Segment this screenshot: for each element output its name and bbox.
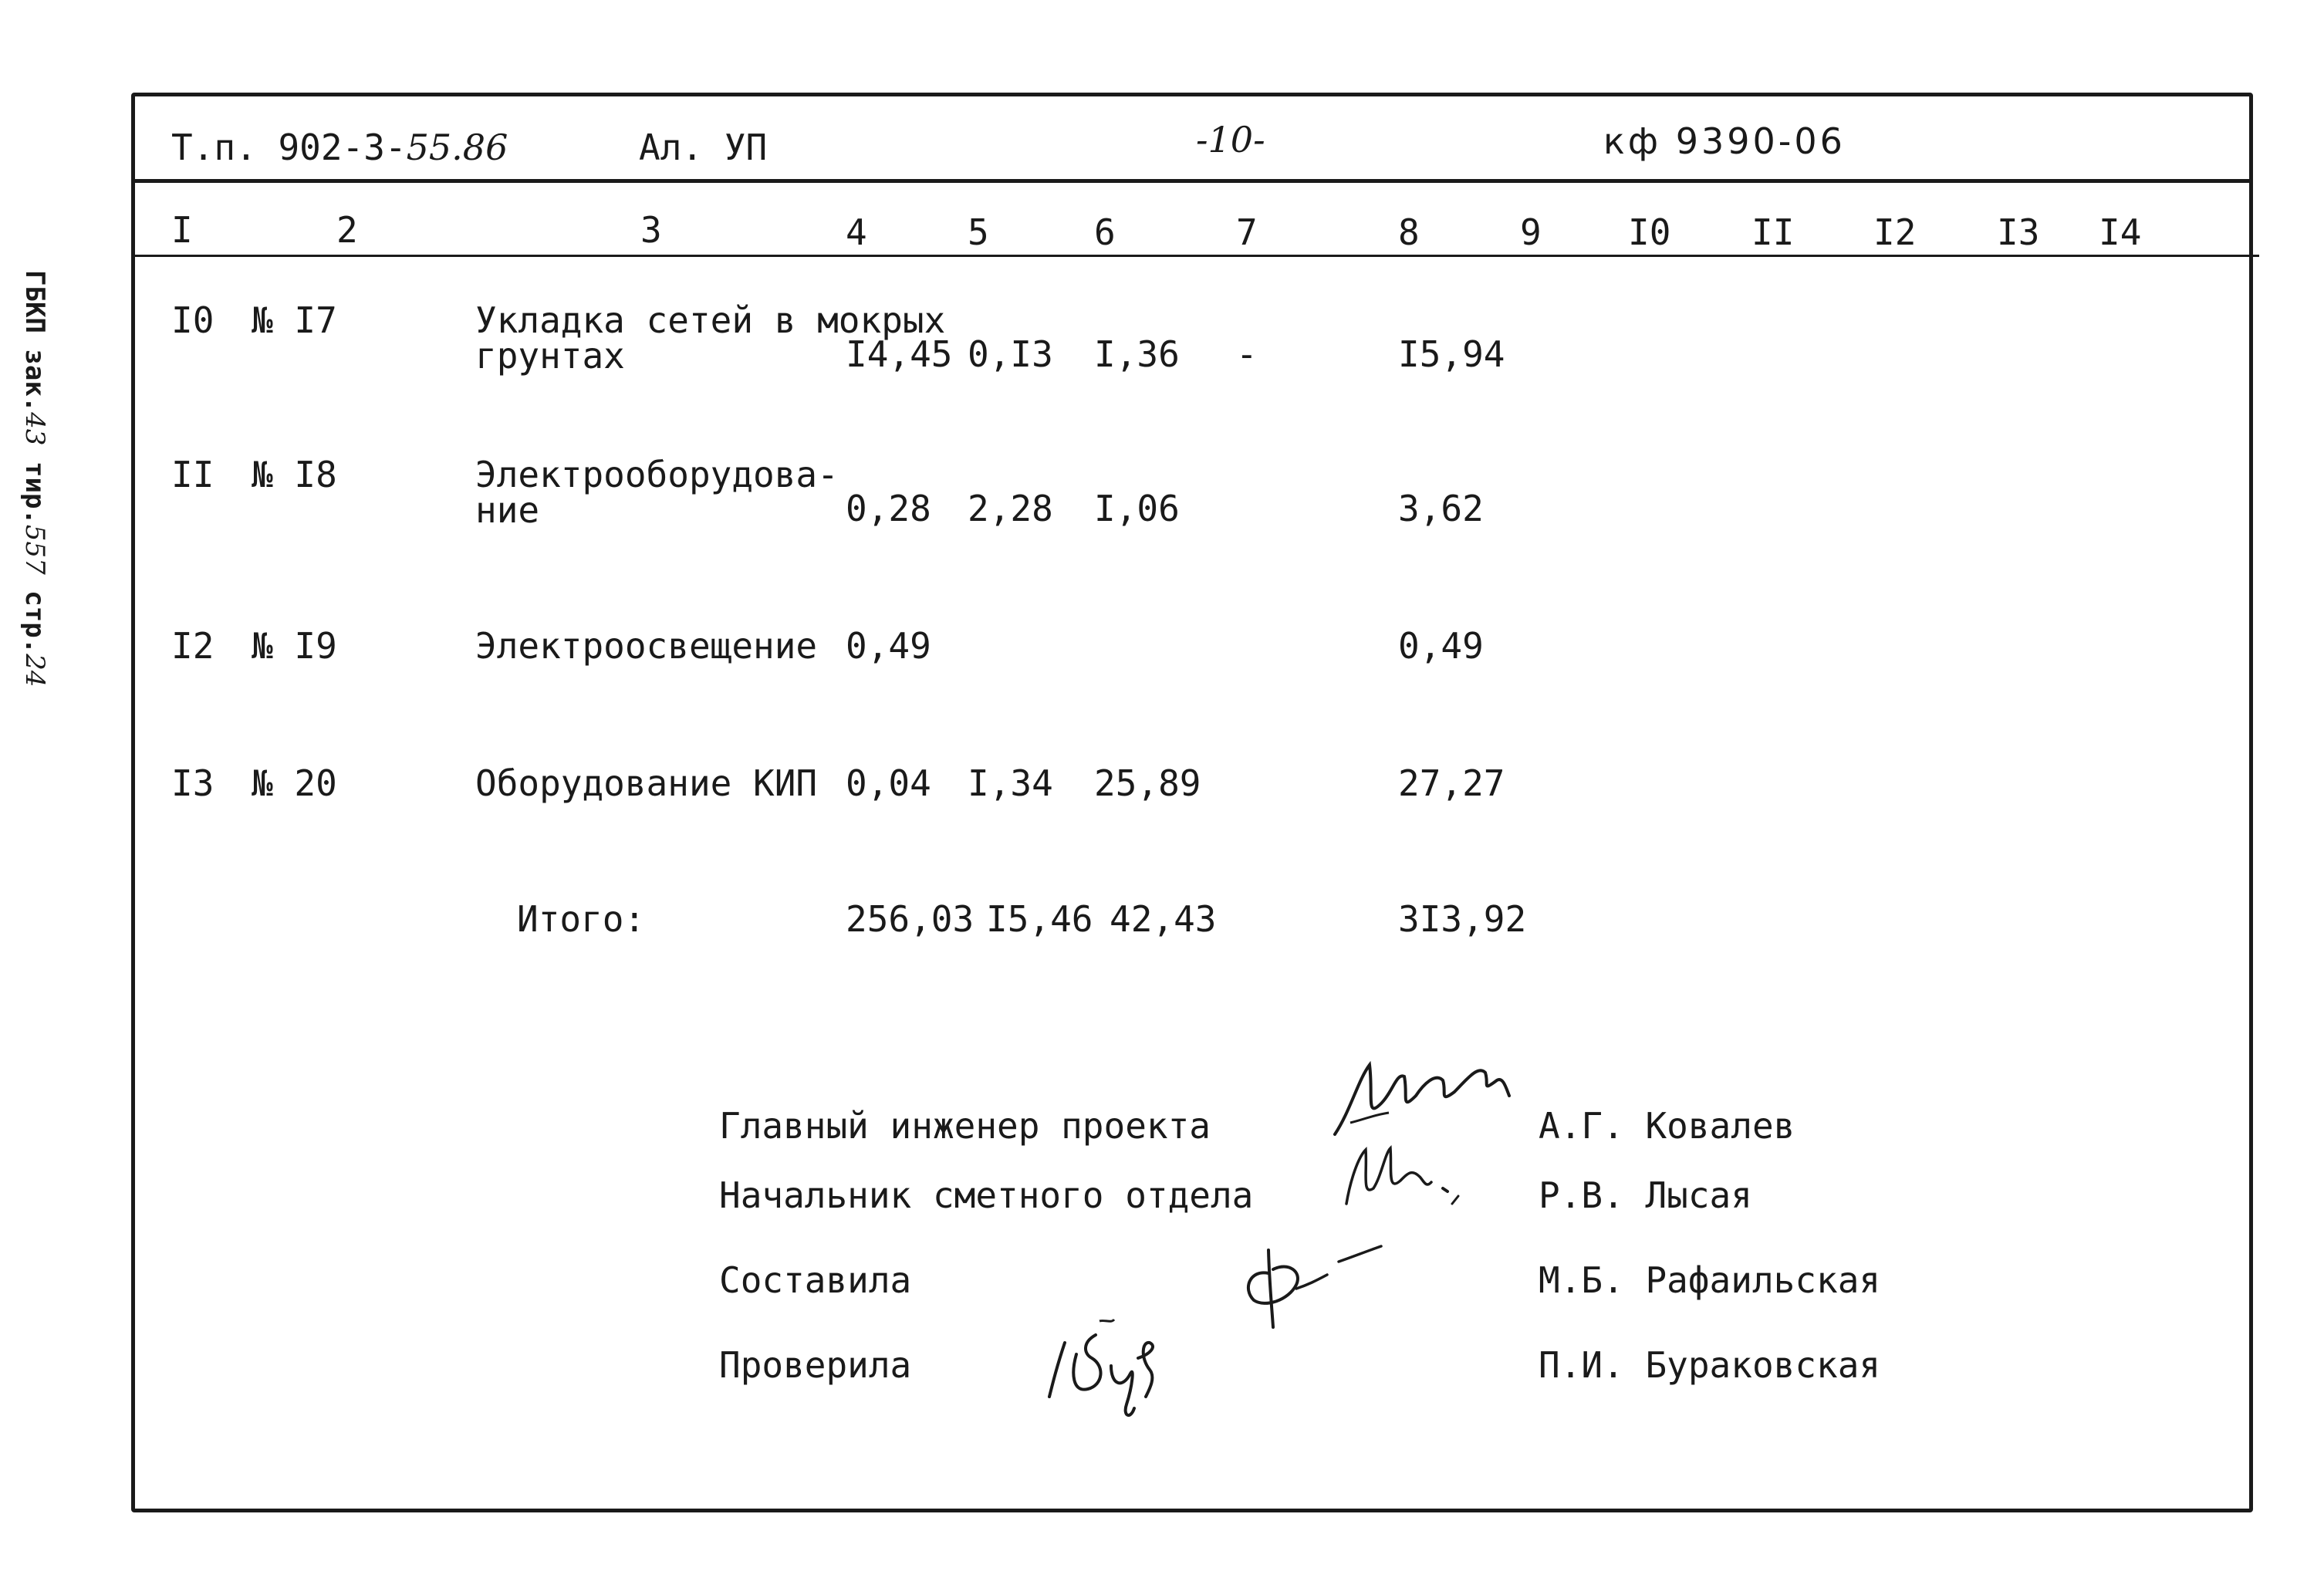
signature-name: П.И. Бураковская (1539, 1344, 1881, 1386)
signature-mark-compiler (1235, 1227, 1389, 1335)
side-stamp-order-number: 43 (19, 412, 50, 446)
col-num-7: 7 (1236, 211, 1258, 253)
col-num-1: I (171, 209, 193, 251)
col-num-4: 4 (846, 211, 867, 253)
side-stamp (19, 270, 50, 688)
col-num-14: I4 (2099, 211, 2142, 253)
side-stamp-label-str: стр. (19, 590, 50, 654)
row-reference: № I7 (252, 299, 337, 341)
row-name-line1: Укладка сетей в мокрых (475, 299, 946, 341)
col-num-13: I3 (1997, 211, 2040, 253)
col-num-9: 9 (1520, 211, 1542, 253)
signature-mark-checker (1034, 1312, 1173, 1420)
signature-mark-estimate-head (1335, 1134, 1466, 1219)
signature-role: Проверила (719, 1344, 912, 1386)
page-number: -10- (1196, 119, 1265, 161)
col-num-2: 2 (336, 209, 358, 251)
row-col6: I,06 (1094, 488, 1180, 529)
row-reference: № I9 (252, 625, 337, 667)
col-num-5: 5 (968, 211, 989, 253)
side-stamp-label-tir: тир. (19, 461, 50, 525)
row-col4: 0,49 (846, 625, 931, 667)
total-col8: 3I3,92 (1398, 898, 1527, 940)
row-reference: № 20 (252, 762, 337, 804)
row-col7: - (1236, 333, 1258, 375)
signature-name: Р.В. Лысая (1539, 1174, 1752, 1216)
album-label: Ал. УП (639, 127, 768, 168)
row-name-line2: ние (475, 489, 540, 531)
row-reference: № I8 (252, 454, 337, 495)
signature-role: Главный инженер проекта (719, 1105, 1211, 1147)
col-num-12: I2 (1873, 211, 1917, 253)
col-num-3: 3 (640, 209, 662, 251)
row-col8: I5,94 (1398, 333, 1505, 375)
row-number: II (171, 454, 214, 495)
row-col6: I,36 (1094, 333, 1180, 375)
row-col4: 0,28 (846, 488, 931, 529)
signature-name: М.Б. Рафаильская (1539, 1259, 1881, 1301)
header-divider (131, 179, 2249, 183)
row-col6: 25,89 (1094, 762, 1201, 804)
side-stamp-page: 24 (19, 654, 50, 688)
total-col4: 256,03 (846, 898, 975, 940)
row-number: I3 (171, 762, 214, 804)
row-number: I0 (171, 299, 214, 341)
row-col5: 0,I3 (968, 333, 1053, 375)
row-col8: 3,62 (1398, 488, 1484, 529)
row-col4: I4,45 (846, 333, 953, 375)
signature-role: Начальник сметного отдела (719, 1174, 1254, 1216)
row-name-line1: Оборудование КИП (475, 762, 818, 804)
row-number: I2 (171, 625, 214, 667)
row-col8: 0,49 (1398, 625, 1484, 667)
row-col4: 0,04 (846, 762, 931, 804)
side-stamp-print-run: 557 (19, 524, 50, 575)
col-num-6: 6 (1094, 211, 1116, 253)
total-col5: I5,46 (986, 898, 1093, 940)
project-number-prefix: Т.п. 902-3- (171, 127, 407, 168)
signature-name: А.Г. Ковалев (1539, 1105, 1795, 1147)
col-num-8: 8 (1398, 211, 1420, 253)
project-number (171, 127, 508, 168)
row-name-line1: Электрооборудова- (475, 454, 839, 495)
row-col8: 27,27 (1398, 762, 1505, 804)
side-stamp-label-gbkp: ГБКП (19, 270, 50, 333)
col-num-10: I0 (1628, 211, 1671, 253)
project-number-suffix: 55.86 (406, 127, 508, 168)
total-col6: 42,43 (1110, 898, 1217, 940)
side-stamp-label-zak: зак. (19, 349, 50, 413)
row-col5: 2,28 (968, 488, 1053, 529)
row-col5: I,34 (968, 762, 1053, 804)
row-name-line1: Электроосвещение (475, 625, 818, 667)
column-numbers-divider (131, 255, 2259, 257)
total-label: Итого: (517, 898, 646, 940)
document-code: кф 9390-06 (1603, 120, 1846, 162)
signature-role: Составила (719, 1259, 912, 1301)
row-name-line2: грунтах (475, 335, 625, 377)
col-num-11: II (1751, 211, 1795, 253)
